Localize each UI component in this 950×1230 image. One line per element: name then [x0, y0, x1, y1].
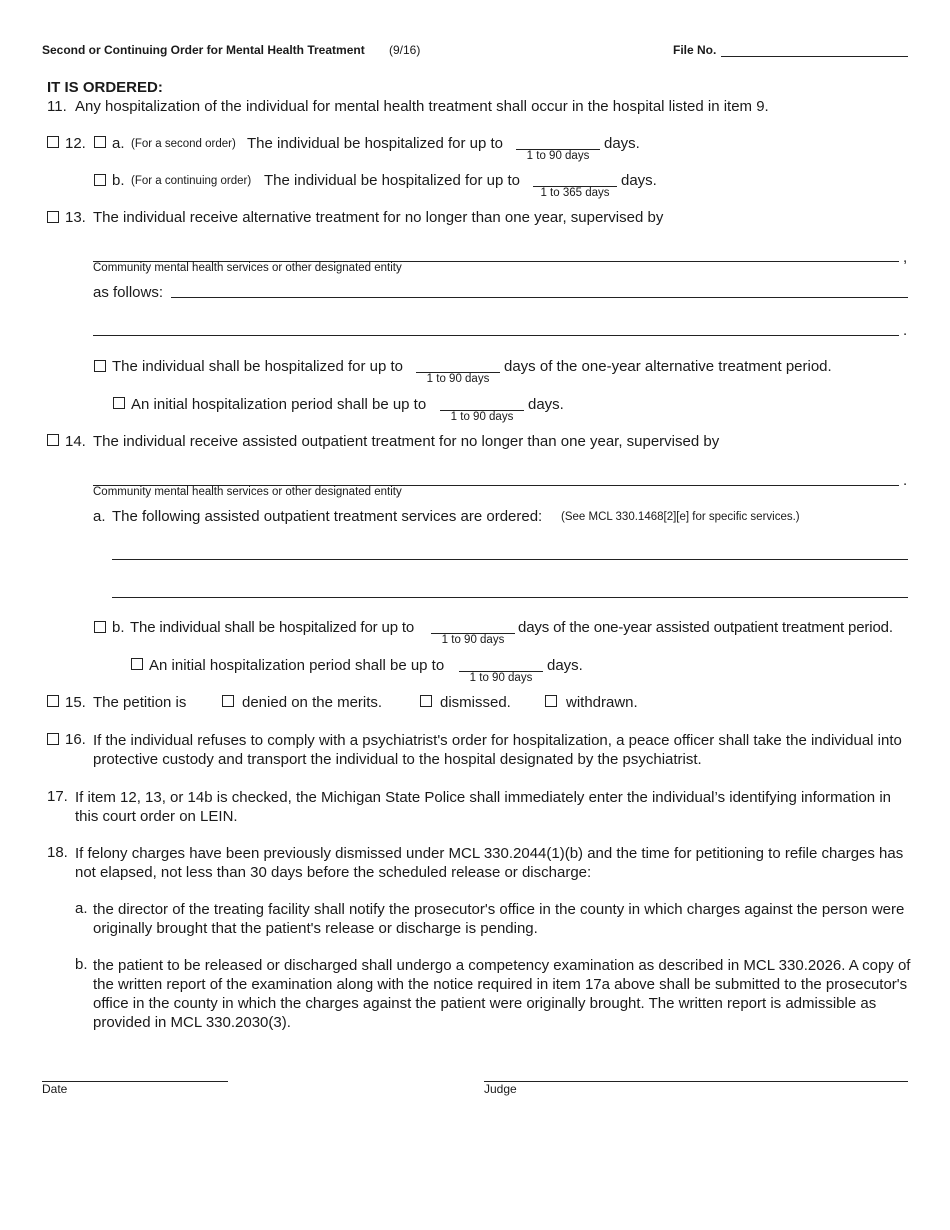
item-18b-text: the patient to be released or discharged shall undergo a competency examination as described in MCL 330.2026. A copy of the written report of the examination along with the notice required in item 17a above shall be submitted to the prosecutor's office in the county in which the charges against the patient were originally brought. The written report is admissible as provided in MCL 330.2030(3).: [93, 957, 911, 1031]
item-14b-suffix: days of the one-year assisted outpatient treatment period.: [518, 619, 893, 636]
item-18a-letter: a.: [75, 900, 88, 917]
item-17-text: If item 12, 13, or 14b is checked, the Michigan State Police shall immediately enter the individual’s identifying information in this court order on LEIN.: [75, 789, 891, 825]
item-13-hosp-suffix: days of the one-year alternative treatment period.: [504, 358, 832, 375]
item-14-initial-text: An initial hospitalization period shall be up to: [149, 657, 445, 674]
item-15-text: The petition is: [93, 694, 187, 711]
item-12a-suffix: days.: [604, 135, 640, 152]
date-input[interactable]: [42, 1081, 228, 1082]
item-13-initial-range: 1 to 90 days: [450, 411, 514, 423]
item-14-checkbox[interactable]: [47, 434, 59, 446]
item-13-as-follows: as follows:: [93, 284, 164, 301]
item-15-dismissed-checkbox[interactable]: [420, 695, 432, 707]
item-12b-note: (For a continuing order): [131, 175, 252, 187]
item-15-dismissed-label: dismissed.: [440, 694, 511, 711]
judge-label: Judge: [484, 1082, 517, 1096]
item-16-text: If the individual refuses to comply with a psychiatrist's order for hospitalization, a peace officer shall take the individual into protective custody and transport the individual to the hospital designated by the psychiatrist.: [93, 732, 902, 768]
item-13-checkbox[interactable]: [47, 211, 59, 223]
item-15-denied-label: denied on the merits.: [242, 694, 383, 711]
item-15-withdrawn-checkbox[interactable]: [545, 695, 557, 707]
item-18b-letter: b.: [75, 956, 88, 973]
item-11-text: Any hospitalization of the individual for mental health treatment shall occur in the hospital listed in item 9.: [75, 98, 769, 115]
item-14b-text: The individual shall be hospitalized for up to: [130, 619, 415, 636]
item-13-hosp-range: 1 to 90 days: [426, 373, 490, 385]
item-14-entity-caption: Community mental health services or other designated entity: [93, 486, 402, 498]
item-14a-services-input-2[interactable]: [112, 597, 908, 598]
item-18a-text: the director of the treating facility shall notify the prosecutor's office in the county in which charges against the person were originally brought that the patient's release or discharge is pending.: [93, 901, 905, 937]
item-13-text: The individual receive alternative treatment for no longer than one year, supervised by: [93, 209, 664, 226]
item-12b-suffix: days.: [621, 172, 657, 189]
item-15-checkbox[interactable]: [47, 695, 59, 707]
item-18-number: 18.: [47, 844, 68, 861]
item-14-initial-suffix: days.: [547, 657, 583, 674]
item-15-withdrawn-label: withdrawn.: [566, 694, 638, 711]
item-14-period: .: [903, 472, 908, 489]
item-12a-range: 1 to 90 days: [526, 150, 590, 162]
item-13-hosp-checkbox[interactable]: [94, 360, 106, 372]
item-14a-services-input[interactable]: [112, 559, 908, 560]
item-14b-letter: b.: [112, 619, 125, 636]
item-12b-text: The individual be hospitalized for up to: [264, 172, 520, 189]
item-12a-text: The individual be hospitalized for up to: [247, 135, 503, 152]
item-14-initial-checkbox[interactable]: [131, 658, 143, 670]
item-14a-note: (See MCL 330.1468[2][e] for specific services.): [561, 511, 800, 523]
file-no-input[interactable]: [721, 56, 908, 57]
item-15-denied-checkbox[interactable]: [222, 695, 234, 707]
item-14b-range: 1 to 90 days: [441, 634, 505, 646]
item-13-comma: ,: [903, 249, 908, 266]
item-12b-checkbox[interactable]: [94, 174, 106, 186]
item-12b-range: 1 to 365 days: [540, 187, 610, 199]
item-14-initial-range: 1 to 90 days: [469, 672, 533, 684]
item-13-period: .: [903, 322, 908, 339]
item-14b-checkbox[interactable]: [94, 621, 106, 633]
item-13-initial-checkbox[interactable]: [113, 397, 125, 409]
item-13-as-follows-input[interactable]: [171, 297, 908, 298]
ordered-heading: IT IS ORDERED:: [47, 79, 163, 96]
item-13-hosp-text: The individual shall be hospitalized for up to: [112, 358, 404, 375]
file-no-label: File No.: [673, 43, 717, 57]
item-13-initial-text: An initial hospitalization period shall be up to: [131, 396, 427, 413]
item-14a-letter: a.: [93, 508, 106, 525]
item-12-checkbox[interactable]: [47, 136, 59, 148]
item-16-number: 16.: [65, 731, 86, 748]
form-title: Second or Continuing Order for Mental Health Treatment: [42, 43, 365, 57]
item-15-number: 15.: [65, 694, 86, 711]
item-11-number: 11.: [47, 98, 67, 115]
item-12-number: 12.: [65, 135, 86, 152]
form-version: (9/16): [389, 43, 421, 57]
item-18-text: If felony charges have been previously dismissed under MCL 330.2044(1)(b) and the time for petitioning to refile charges has not elapsed, not less than 30 days before the scheduled release or discharge:: [75, 845, 904, 881]
item-14a-text: The following assisted outpatient treatment services are ordered:: [112, 508, 543, 525]
item-12a-checkbox[interactable]: [94, 136, 106, 148]
item-13-number: 13.: [65, 209, 86, 226]
item-14-number: 14.: [65, 433, 86, 450]
item-12a-note: (For a second order): [131, 138, 236, 150]
item-13-initial-suffix: days.: [528, 396, 564, 413]
item-17-number: 17.: [47, 788, 68, 805]
item-14-text: The individual receive assisted outpatient treatment for no longer than one year, supervised by: [93, 433, 720, 450]
item-12b-letter: b.: [112, 172, 125, 189]
item-13-entity-caption: Community mental health services or other designated entity: [93, 262, 402, 274]
judge-signature-input[interactable]: [484, 1081, 908, 1082]
item-16-checkbox[interactable]: [47, 733, 59, 745]
item-13-as-follows-input-2[interactable]: [93, 335, 899, 336]
date-label: Date: [42, 1082, 68, 1096]
item-12a-letter: a.: [112, 135, 125, 152]
